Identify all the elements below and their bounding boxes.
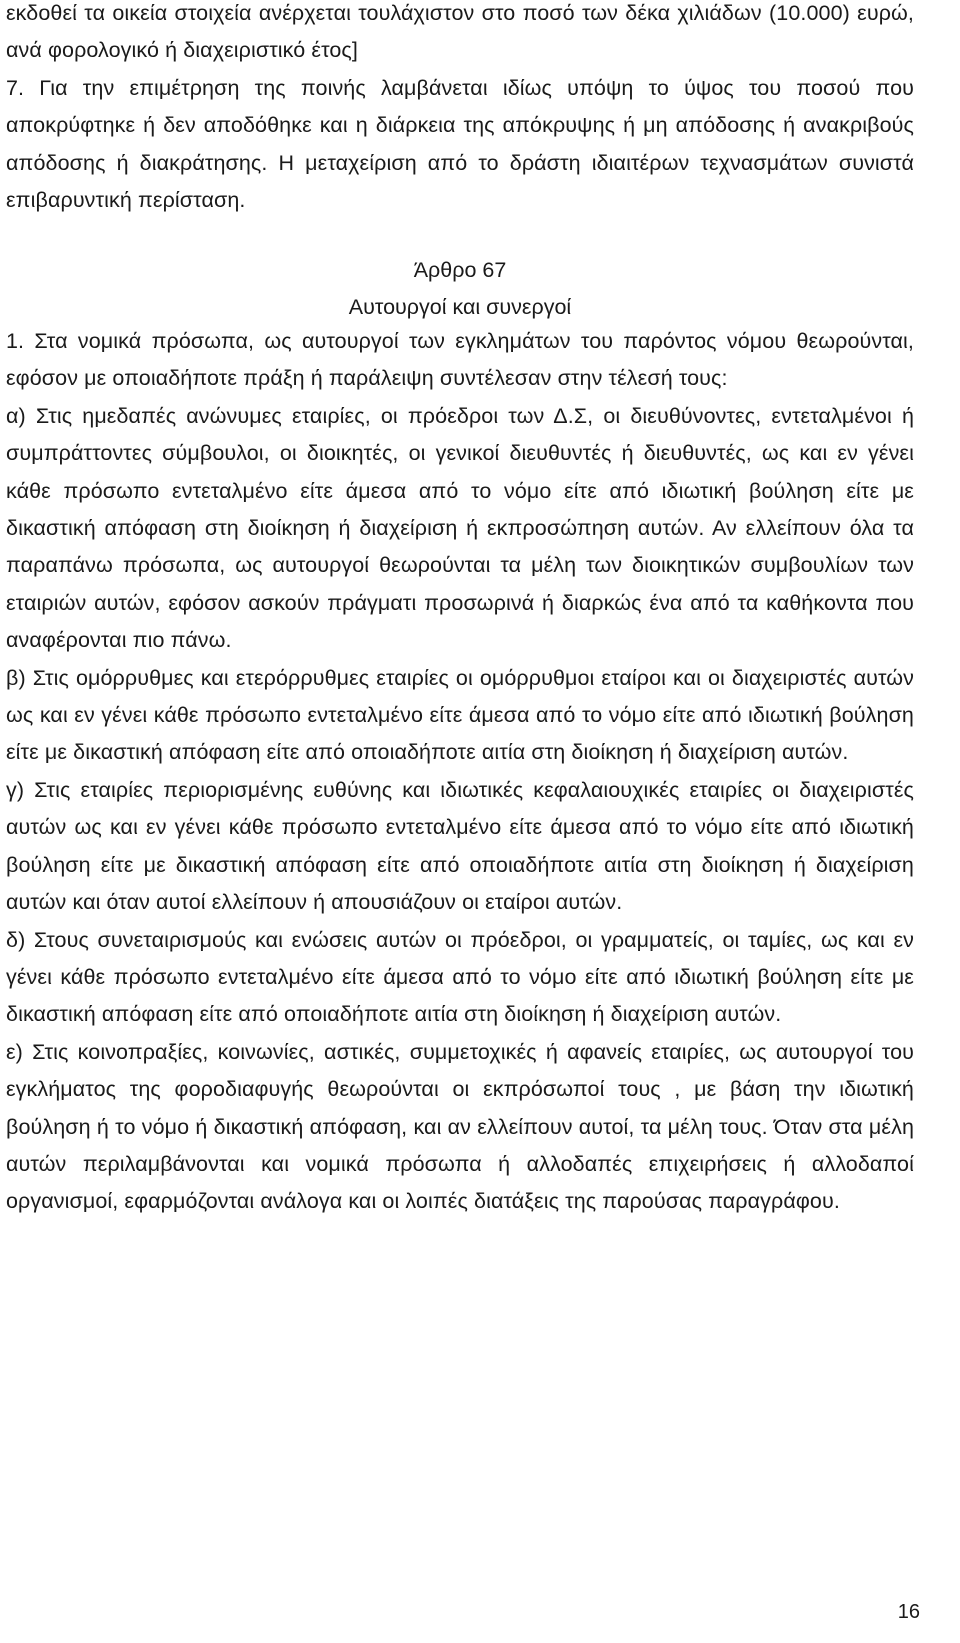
page-number: 16 <box>897 1601 920 1623</box>
paragraph-1: 1. Στα νομικά πρόσωπα, ως αυτουργοί των εγκλημάτων του παρόντος νόμου θεωρούνται, εφόσον με οποιαδήποτε πράξη ή παράλειψη συντέλεσαν στην τέλεσή τους: <box>6 329 914 391</box>
item-a: α) Στις ημεδαπές ανώνυμες εταιρίες, οι πρόεδροι των Δ.Σ, οι διευθύνοντες, εντεταλμένοι ή συμπράττοντες σύμβουλοι, οι διοικητές, οι γενικοί διευθυντές ή διευθυντές, ως και εν γένει κάθε πρόσωπο εντεταλμένο είτε άμεσα από το νόμο είτε από ιδιωτική βούληση είτε με δικαστική απόφαση στη διοίκηση ή διαχείριση ή εκπροσώπηση αυτών. Αν ελλείπουν όλα τα παραπάνω πρόσωπα, ως αυτουργοί θεωρούνται τα μέλη των διοικητικών συμβουλίων των εταιριών αυτών, εφόσον ασκούν πράγματι προσωρινά ή διαρκώς ένα από τα καθήκοντα που αναφέρονται πιο πάνω. <box>6 403 914 653</box>
item-b: β) Στις ομόρρυθμες και ετερόρρυθμες εταιρίες οι ομόρρυθμοι εταίροι και οι διαχειριστές αυτών ως και εν γένει κάθε πρόσωπο εντεταλμένο είτε άμεσα από το νόμο είτε από ιδιωτική βούληση είτε με δικαστική απόφαση είτε από οποιαδήποτε αιτία στη διοίκηση ή διαχείριση αυτών. <box>6 665 914 765</box>
article-number: Άρθρο 67 <box>413 258 507 282</box>
item-d: δ) Στους συνεταιρισμούς και ενώσεις αυτών οι πρόεδροι, οι γραμματείς, οι ταμίες, ως και εν γένει κάθε πρόσωπο εντεταλμένο είτε άμεσα από το νόμο είτε από ιδιωτική βούληση είτε με δικαστική απόφαση είτε από οποιαδήποτε αιτία στη διοίκηση ή διαχείριση αυτών. <box>6 927 914 1027</box>
item-e: ε) Στις κοινοπραξίες, κοινωνίες, αστικές, συμμετοχικές ή αφανείς εταιρίες, ως αυτουργοί του εγκλήματος της φοροδιαφυγής θεωρούνται οι εκπρόσωποί τους , με βάση την ιδιωτική βούληση ή το νόμο ή δικαστική απόφαση, και αν ελλείπουν αυτοί, τα μέλη τους. Όταν στα μέλη αυτών περιλαμβάνονται και νομικά πρόσωπα ή αλλοδαπές επιχειρήσεις ή αλλοδαποί οργανισμοί, εφαρμόζονται ανάλογα και οι λοιπές διατάξεις της παρούσας παραγράφου. <box>6 1039 914 1214</box>
document-body-top <box>6 0 914 219</box>
paragraph-7: 7. Για την επιμέτρηση της ποινής λαμβάνεται ιδίως υπόψη το ύψος του ποσού που αποκρύφτηκε ή δεν αποδόθηκε και η διάρκεια της απόκρυψης ή μη απόδοσης ή ανακριβούς απόδοσης ή διακράτησης. Η μεταχείριση από το δράστη ιδιαιτέρων τεχνασμάτων συνιστά επιβαρυντική περίσταση. <box>6 75 914 213</box>
article-title: Αυτουργοί και συνεργοί <box>348 295 572 319</box>
document-body-article <box>6 323 914 1221</box>
item-c: γ) Στις εταιρίες περιορισμένης ευθύνης και ιδιωτικές κεφαλαιουχικές εταιρίες οι διαχειριστές αυτών ως και εν γένει κάθε πρόσωπο εντεταλμένο είτε άμεσα από το νόμο είτε από ιδιωτική βούληση είτε με δικαστική απόφαση είτε από οποιαδήποτε αιτία στη διοίκηση ή διαχείριση αυτών και όταν αυτοί ελλείπουν ή απουσιάζουν οι εταίροι αυτών. <box>6 777 914 915</box>
paragraph-continuation: εκδοθεί τα οικεία στοιχεία ανέρχεται τουλάχιστον στο ποσό των δέκα χιλιάδων (10.000) ευρώ, ανά φορολογικό ή διαχειριστικό έτος] <box>6 1 914 63</box>
